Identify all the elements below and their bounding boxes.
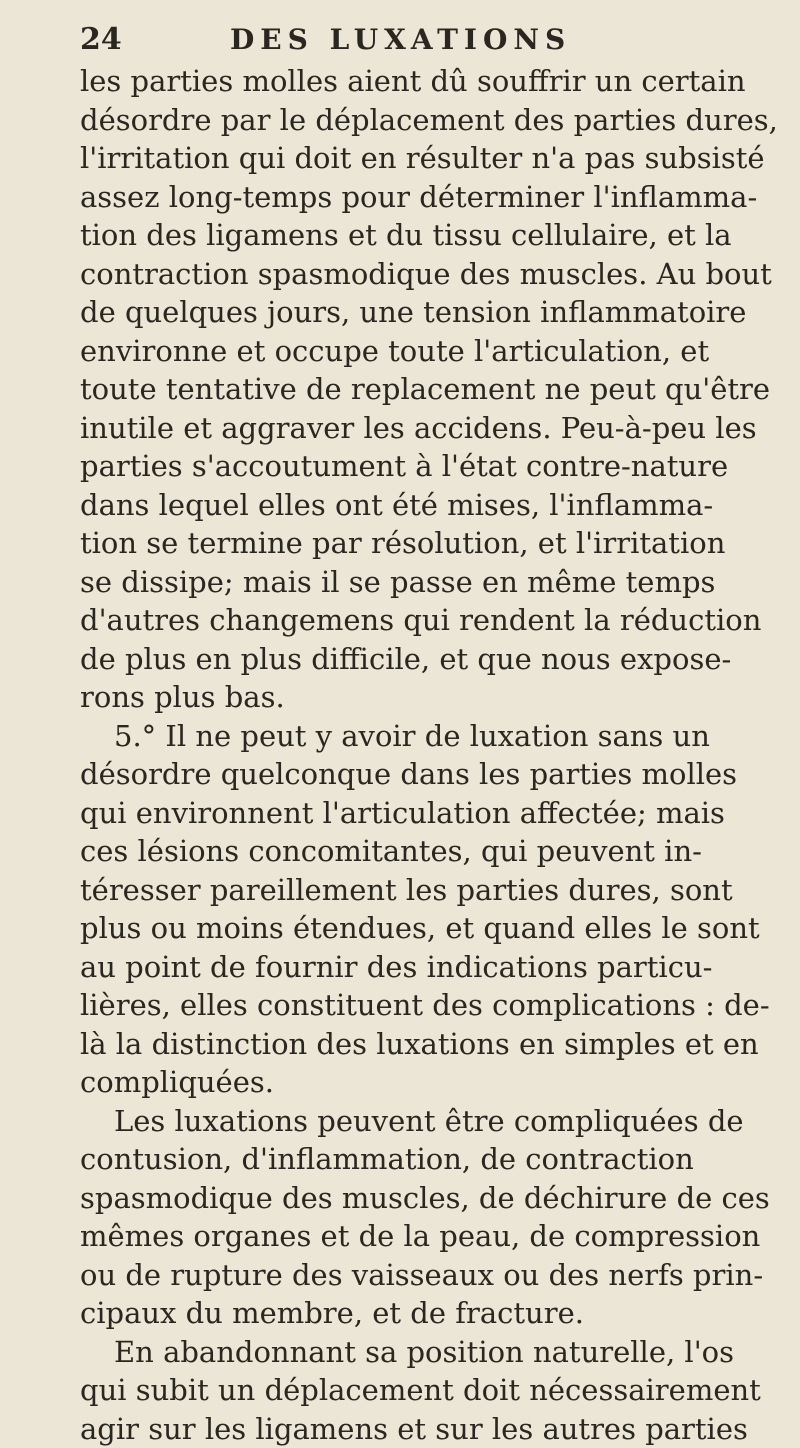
running-title: DES LUXATIONS (230, 20, 571, 60)
text-line: ou de rupture des vaisseaux ou des nerfs prin- (80, 1256, 760, 1295)
text-line: de plus en plus difficile, et que nous expose- (80, 640, 760, 679)
text-line: contusion, d'inflammation, de contraction (80, 1140, 760, 1179)
text-line: les parties molles aient dû souffrir un certain (80, 62, 760, 101)
text-line: lières, elles constituent des complications : de- (80, 986, 760, 1025)
text-line: environne et occupe toute l'articulation, et (80, 332, 760, 371)
text-line: assez long-temps pour déterminer l'inflamma- (80, 178, 760, 217)
text-line: tion se termine par résolution, et l'irritation (80, 524, 760, 563)
text-line: spasmodique des muscles, de déchirure de ces (80, 1179, 760, 1218)
text-line: agir sur les ligamens et sur les autres parties (80, 1410, 760, 1448)
text-line: d'autres changemens qui rendent la réduction (80, 601, 760, 640)
text-line: de quelques jours, une tension inflammatoire (80, 293, 760, 332)
text-line: inutile et aggraver les accidens. Peu-à-peu les (80, 409, 760, 448)
text-line: toute tentative de replacement ne peut qu'être (80, 370, 760, 409)
text-line: plus ou moins étendues, et quand elles le sont (80, 909, 760, 948)
text-line: mêmes organes et de la peau, de compression (80, 1217, 760, 1256)
text-line: ces lésions concomitantes, qui peuvent in- (80, 832, 760, 871)
text-line: désordre par le déplacement des parties dures, (80, 101, 760, 140)
text-line: qui environnent l'articulation affectée; mais (80, 794, 760, 833)
text-line: contraction spasmodique des muscles. Au bout (80, 255, 760, 294)
text-line: l'irritation qui doit en résulter n'a pas subsisté (80, 139, 760, 178)
text-line: rons plus bas. (80, 678, 760, 717)
text-line: là la distinction des luxations en simples et en (80, 1025, 760, 1064)
body-text (80, 62, 760, 1448)
text-line: cipaux du membre, et de fracture. (80, 1294, 760, 1333)
text-line: se dissipe; mais il se passe en même temps (80, 563, 760, 602)
paragraph-start-line: 5.° Il ne peut y avoir de luxation sans un (80, 717, 760, 756)
paragraph-start-line: En abandonnant sa position naturelle, l'os (80, 1333, 760, 1372)
text-line: dans lequel elles ont été mises, l'inflamma- (80, 486, 760, 525)
text-line: compliquées. (80, 1063, 760, 1102)
text-line: parties s'accoutument à l'état contre-nature (80, 447, 760, 486)
paragraph-start-line: Les luxations peuvent être compliquées de (80, 1102, 760, 1141)
page-number: 24 (80, 20, 122, 60)
text-line: téresser pareillement les parties dures, sont (80, 871, 760, 910)
running-head (80, 20, 760, 60)
text-line: tion des ligamens et du tissu cellulaire, et la (80, 216, 760, 255)
text-line: au point de fournir des indications particu- (80, 948, 760, 987)
text-line: qui subit un déplacement doit nécessairement (80, 1371, 760, 1410)
text-line: désordre quelconque dans les parties molles (80, 755, 760, 794)
